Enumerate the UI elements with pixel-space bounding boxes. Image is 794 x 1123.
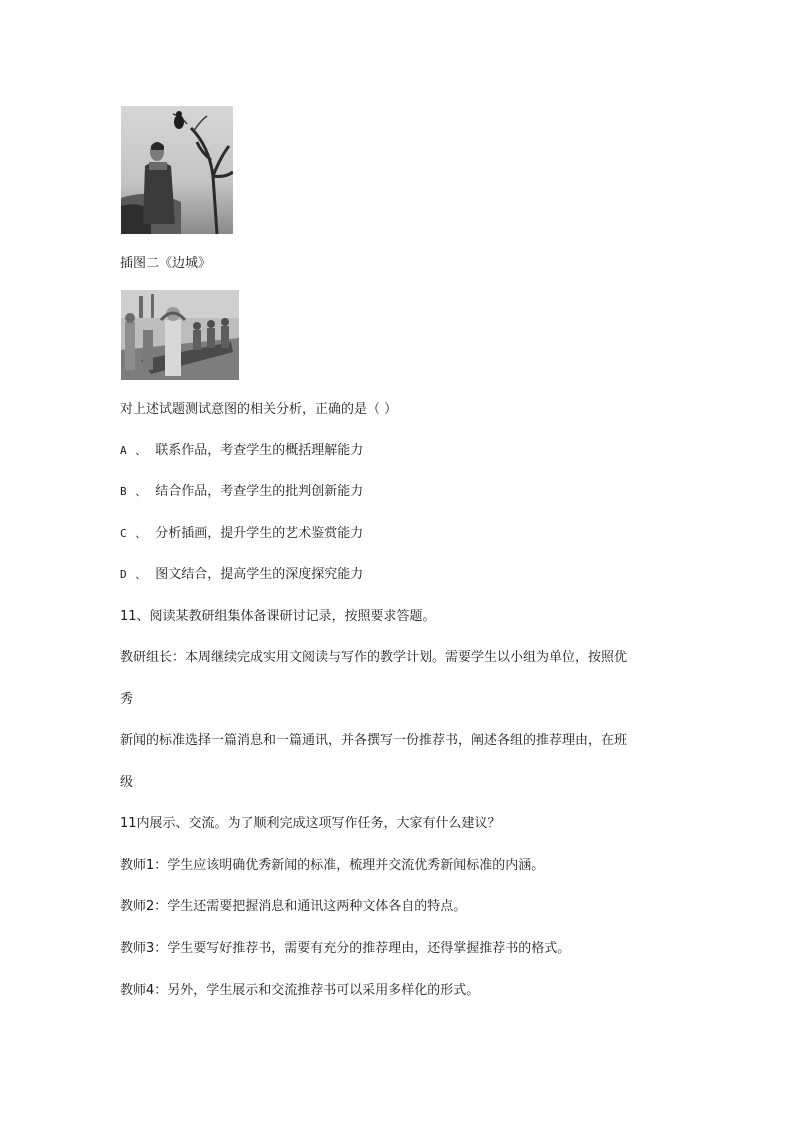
question-stem: 对上述试题测试意图的相关分析，正确的是（ ） bbox=[120, 402, 398, 417]
option-text: 结合作品，考查学生的批判创新能力 bbox=[155, 484, 364, 499]
option-sep: 、 bbox=[135, 444, 148, 457]
option-d bbox=[120, 567, 363, 583]
option-text: 图文结合，提高学生的深度探究能力 bbox=[155, 567, 364, 582]
option-sep: 、 bbox=[135, 527, 148, 540]
q11-line-3: 新闻的标准选择一篇消息和一篇通讯，并各撰写一份推荐书，阐述各组的推荐理由，在班 bbox=[120, 733, 628, 748]
q11-line-8: 教师3：学生要写好推荐书，需要有充分的推荐理由，还得掌握推荐书的格式。 bbox=[120, 941, 571, 956]
q11-line-7: 教师2：学生还需要把握消息和通讯这两种文体各自的特点。 bbox=[120, 899, 467, 914]
illustration-2-photo bbox=[121, 290, 239, 380]
q11-line-1: 教研组长：本周继续完成实用文阅读与写作的教学计划。需要学生以小组为单位，按照优 bbox=[120, 650, 628, 665]
option-letter: A bbox=[120, 444, 128, 457]
option-letter: D bbox=[120, 568, 128, 581]
q11-line-2: 秀 bbox=[120, 692, 134, 707]
q11-line-9: 教师4：另外，学生展示和交流推荐书可以采用多样化的形式。 bbox=[120, 983, 480, 998]
option-b bbox=[120, 484, 363, 500]
option-letter: C bbox=[120, 527, 128, 540]
option-c bbox=[120, 526, 363, 542]
illustration-1 bbox=[121, 106, 233, 234]
illustration-1-photo bbox=[121, 106, 233, 234]
option-sep: 、 bbox=[135, 485, 148, 498]
caption-illustration-2: 插图二《边城》 bbox=[120, 256, 212, 271]
option-a bbox=[120, 443, 363, 459]
q11-line-4: 级 bbox=[120, 775, 134, 790]
option-sep: 、 bbox=[135, 568, 148, 581]
option-text: 分析插画，提升学生的艺术鉴赏能力 bbox=[155, 526, 364, 541]
q11-line-5: 11内展示、交流。为了顺利完成这项写作任务，大家有什么建议？ bbox=[120, 816, 501, 831]
option-text: 联系作品，考查学生的概括理解能力 bbox=[155, 443, 364, 458]
illustration-2 bbox=[121, 290, 239, 380]
option-letter: B bbox=[120, 485, 128, 498]
q11-title: 11、阅读某教研组集体备课研讨记录，按照要求答题。 bbox=[120, 609, 436, 624]
q11-line-6: 教师1：学生应该明确优秀新闻的标准，梳理并交流优秀新闻标准的内涵。 bbox=[120, 858, 545, 873]
